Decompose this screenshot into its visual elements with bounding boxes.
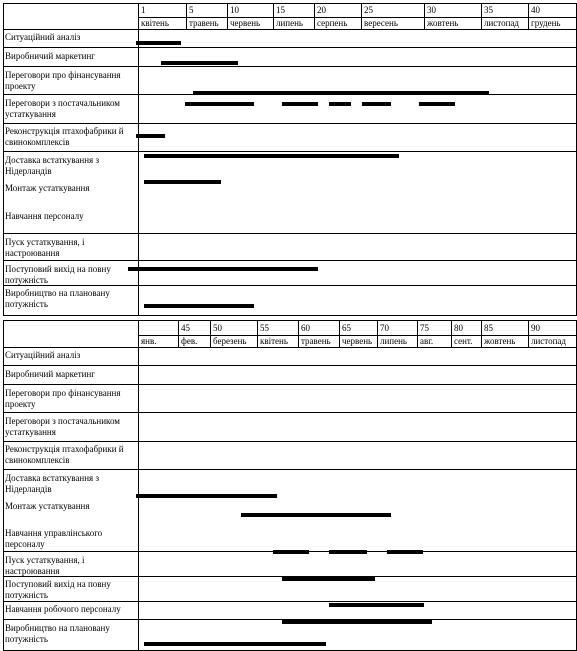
month-label: сент. bbox=[454, 336, 473, 346]
header-col-line bbox=[528, 320, 529, 347]
task-label: Виробництво на плановану потужність bbox=[5, 288, 110, 309]
header-col-line bbox=[210, 320, 211, 347]
header-col-line bbox=[298, 320, 299, 347]
week-number: 65 bbox=[342, 323, 351, 333]
task-label: Переговори з постачальником устаткування bbox=[5, 416, 120, 437]
month-label: квітень bbox=[260, 336, 288, 346]
task-label: Переговори про фінансування проекту bbox=[5, 388, 121, 409]
gantt-bar bbox=[144, 154, 399, 158]
month-label: липень bbox=[380, 336, 408, 346]
month-label: березень bbox=[213, 336, 247, 346]
task-label: Навчання управлінського персоналу bbox=[5, 528, 103, 549]
row-divider bbox=[3, 233, 577, 234]
row-divider bbox=[3, 601, 577, 602]
task-label: Монтаж устаткування bbox=[5, 501, 90, 511]
header-col-line bbox=[339, 320, 340, 347]
task-label: Ситуаційний аналіз bbox=[5, 350, 81, 360]
gantt-bar bbox=[144, 180, 221, 184]
row-divider bbox=[3, 412, 577, 413]
gantt-bar bbox=[136, 494, 277, 498]
gantt-bottom bbox=[3, 320, 577, 651]
month-label: червень bbox=[342, 336, 373, 346]
row-divider bbox=[3, 384, 577, 385]
month-label: травень bbox=[301, 336, 331, 346]
gantt-bar bbox=[136, 41, 181, 45]
gantt-bar bbox=[282, 620, 432, 624]
gantt-bar bbox=[241, 513, 391, 517]
task-label: Поступовий вихід на повну потужність bbox=[5, 579, 111, 600]
week-number: 5 bbox=[189, 5, 194, 15]
header-col-line bbox=[417, 320, 418, 347]
task-label: Доставка встаткування з Нідерландів bbox=[5, 473, 100, 494]
task-label: Ситуаційний аналіз bbox=[5, 32, 81, 42]
row-divider bbox=[3, 469, 577, 470]
gantt-bar bbox=[193, 91, 489, 95]
task-label: Поступовий вихід на повну потужність bbox=[5, 264, 111, 285]
gantt-bar bbox=[282, 577, 375, 581]
task-label: Виробничий маркетинг bbox=[5, 51, 95, 61]
month-label: липень bbox=[276, 18, 304, 28]
task-label: Виробництво на плановану потужність bbox=[5, 623, 110, 644]
row-divider bbox=[3, 123, 577, 124]
gantt-bar bbox=[329, 550, 367, 554]
week-number: 45 bbox=[181, 323, 190, 333]
header-col-line bbox=[451, 320, 452, 347]
header-col-line bbox=[377, 320, 378, 347]
task-label: Навчання персоналу bbox=[5, 211, 84, 221]
row-divider bbox=[3, 441, 577, 442]
month-label: червень bbox=[230, 18, 261, 28]
gantt-bar bbox=[329, 102, 351, 106]
week-number: 30 bbox=[427, 5, 436, 15]
month-label: квітень bbox=[141, 18, 169, 28]
header-bottom-line bbox=[3, 29, 577, 30]
month-label: фев. bbox=[181, 336, 198, 346]
month-label: жовтень bbox=[484, 336, 516, 346]
header-col-line bbox=[481, 3, 482, 29]
week-number: 70 bbox=[380, 323, 389, 333]
month-label: листопад bbox=[531, 336, 567, 346]
header-col-line bbox=[273, 3, 274, 29]
task-label: Переговори з постачальником устаткування bbox=[5, 98, 120, 119]
week-number: 40 bbox=[531, 5, 540, 15]
task-label: Доставка встаткування з Нідерландів bbox=[5, 155, 100, 176]
month-label: грудень bbox=[531, 18, 561, 28]
row-divider bbox=[3, 47, 577, 48]
week-number: 60 bbox=[301, 323, 310, 333]
row-divider bbox=[3, 365, 577, 366]
task-label: Реконструкція птахофабрики й свинокомплексів bbox=[5, 444, 124, 465]
header-col-line bbox=[314, 3, 315, 29]
header-col-line bbox=[481, 320, 482, 347]
gantt-bar bbox=[329, 603, 424, 607]
gantt-top bbox=[3, 3, 577, 316]
month-label: листопад bbox=[484, 18, 520, 28]
header-col-line bbox=[186, 3, 187, 29]
week-number: 85 bbox=[484, 323, 493, 333]
header-col-line bbox=[227, 3, 228, 29]
month-label: янв. bbox=[141, 336, 157, 346]
week-number: 80 bbox=[454, 323, 463, 333]
header-col-line bbox=[361, 3, 362, 29]
gantt-bar bbox=[419, 102, 455, 106]
header-col-line bbox=[257, 320, 258, 347]
task-label: Виробничий маркетинг bbox=[5, 369, 95, 379]
row-divider bbox=[3, 260, 577, 261]
week-number: 35 bbox=[484, 5, 493, 15]
week-number: 25 bbox=[364, 5, 373, 15]
gantt-bar bbox=[387, 550, 423, 554]
gantt-bar bbox=[282, 102, 318, 106]
header-col-line bbox=[528, 3, 529, 29]
gantt-bar bbox=[273, 550, 309, 554]
week-number: 50 bbox=[213, 323, 222, 333]
header-col-line bbox=[424, 3, 425, 29]
gantt-bar bbox=[144, 304, 254, 308]
gantt-bar bbox=[136, 134, 165, 138]
header-bottom-line bbox=[3, 347, 577, 348]
task-label: Монтаж устаткування bbox=[5, 183, 90, 193]
gantt-bar bbox=[185, 102, 254, 106]
month-label: серпень bbox=[317, 18, 348, 28]
week-number: 1 bbox=[141, 5, 146, 15]
month-label: травень bbox=[189, 18, 219, 28]
row-divider bbox=[3, 66, 577, 67]
task-label: Навчання робочого персоналу bbox=[5, 604, 121, 614]
week-number: 90 bbox=[531, 323, 540, 333]
gantt-bar bbox=[128, 267, 318, 271]
row-divider bbox=[3, 151, 577, 152]
week-number: 15 bbox=[276, 5, 285, 15]
task-label: Пуск устаткування, і настроювання bbox=[5, 237, 85, 258]
gantt-bar bbox=[362, 102, 391, 106]
task-label: Пуск устаткування, і настроювання bbox=[5, 555, 85, 576]
task-label: Переговори про фінансування проекту bbox=[5, 70, 121, 91]
month-label: вересень bbox=[364, 18, 398, 28]
week-number: 55 bbox=[260, 323, 269, 333]
task-label: Реконструкція птахофабрики й свинокомплексів bbox=[5, 126, 124, 147]
week-number: 10 bbox=[230, 5, 239, 15]
week-number: 20 bbox=[317, 5, 326, 15]
week-number: 75 bbox=[420, 323, 429, 333]
gantt-bar bbox=[144, 642, 326, 646]
month-label: авг. bbox=[420, 336, 434, 346]
header-col-line bbox=[178, 320, 179, 347]
month-label: жовтень bbox=[427, 18, 459, 28]
gantt-bar bbox=[161, 61, 238, 65]
